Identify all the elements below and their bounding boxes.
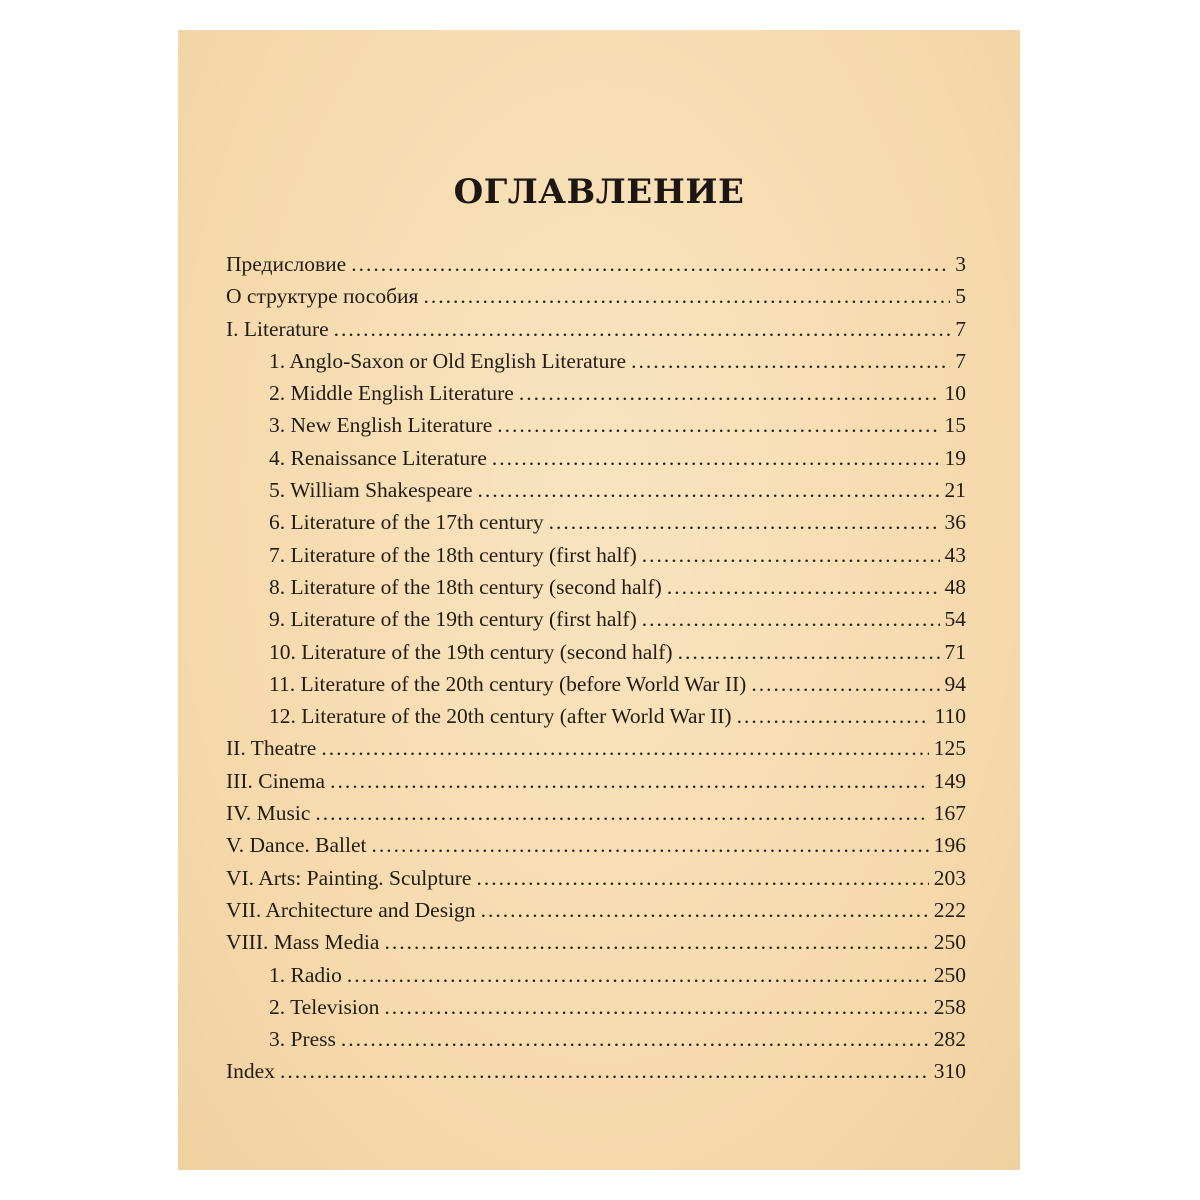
toc-entry-page-number: 10 [944, 381, 966, 406]
dot-leader [549, 510, 940, 535]
toc-entry-label: 10. Literature of the 19th century (second half) [269, 639, 673, 664]
toc-entry-page-number: 19 [944, 445, 966, 470]
dot-leader [642, 543, 940, 568]
toc-entry [226, 833, 966, 865]
toc-entry-label: II. Theatre [226, 736, 317, 761]
toc-entry-page-number: 222 [933, 897, 966, 922]
dot-leader [330, 769, 929, 794]
toc-entry [226, 575, 966, 607]
toc-entry-label: 1. Radio [269, 962, 342, 987]
toc-entry-label: 12. Literature of the 20th century (after World War II) [269, 704, 732, 729]
toc-entry-page-number: 7 [955, 316, 966, 341]
toc-entry-label: 7. Literature of the 18th century (first half) [269, 542, 637, 567]
table-of-contents [226, 252, 966, 1092]
toc-entry [226, 963, 966, 995]
dot-leader [351, 252, 950, 277]
toc-entry [226, 284, 966, 316]
toc-entry-label: Index [226, 1059, 275, 1084]
dot-leader [497, 413, 939, 438]
dot-leader [315, 801, 928, 826]
toc-entry-label: 2. Middle English Literature [269, 381, 514, 406]
toc-entry-label: Предисловие [226, 252, 347, 276]
toc-entry-label: 4. Renaissance Literature [269, 445, 487, 470]
toc-entry-label: VII. Architecture and Design [226, 897, 476, 922]
toc-entry-label: I. Literature [226, 316, 329, 341]
toc-entry-label: VIII. Mass Media [226, 930, 380, 955]
toc-entry [226, 736, 966, 768]
toc-entry [226, 543, 966, 575]
dot-leader [492, 446, 940, 471]
toc-entry-label: III. Cinema [226, 768, 326, 793]
toc-entry [226, 381, 966, 413]
toc-entry-page-number: 15 [944, 413, 966, 438]
toc-entry-label: IV. Music [226, 801, 311, 826]
toc-entry-page-number: 7 [955, 348, 966, 373]
toc-entry-page-number: 310 [933, 1059, 966, 1084]
toc-entry-page-number: 282 [933, 1027, 966, 1052]
dot-leader [384, 995, 928, 1020]
toc-entry [226, 995, 966, 1027]
page-title: ОГЛАВЛЕНИЕ [453, 172, 745, 212]
toc-entry [226, 510, 966, 542]
dot-leader [423, 284, 950, 309]
toc-entry-page-number: 250 [933, 962, 966, 987]
toc-entry-page-number: 54 [944, 607, 966, 632]
toc-entry-page-number: 110 [934, 704, 966, 729]
toc-entry-page-number: 36 [944, 510, 966, 535]
toc-entry [226, 478, 966, 510]
toc-entry-label: 2. Television [269, 994, 380, 1019]
toc-entry-page-number: 167 [933, 801, 966, 826]
toc-entry-label: 8. Literature of the 18th century (second half) [269, 574, 662, 599]
dot-leader [667, 575, 940, 600]
dot-leader [751, 672, 939, 697]
toc-entry [226, 898, 966, 930]
toc-entry-label: 6. Literature of the 17th century [269, 510, 544, 535]
toc-entry-label: 1. Anglo-Saxon or Old English Literature [269, 348, 627, 373]
dot-leader [384, 930, 928, 955]
toc-entry-page-number: 258 [933, 994, 966, 1019]
toc-entry [226, 866, 966, 898]
toc-entry-label: 9. Literature of the 19th century (first half) [269, 607, 637, 632]
toc-entry [226, 769, 966, 801]
toc-entry [226, 349, 966, 381]
dot-leader [642, 607, 940, 632]
toc-entry-page-number: 94 [944, 671, 966, 696]
toc-entry-label: 5. William Shakespeare [269, 478, 473, 503]
toc-entry [226, 607, 966, 639]
dot-leader [347, 963, 929, 988]
toc-entry-page-number: 5 [955, 284, 966, 309]
toc-entry [226, 704, 966, 736]
dot-leader [481, 898, 929, 923]
toc-entry [226, 801, 966, 833]
dot-leader [372, 833, 929, 858]
toc-entry-page-number: 149 [933, 768, 966, 793]
toc-entry [226, 252, 966, 284]
dot-leader [476, 866, 928, 891]
toc-entry [226, 317, 966, 349]
toc-entry [226, 930, 966, 962]
toc-entry-label: 3. New English Literature [269, 413, 493, 438]
book-page [178, 30, 1020, 1170]
toc-entry-label: 3. Press [269, 1027, 336, 1052]
toc-entry-page-number: 250 [933, 930, 966, 955]
toc-entry [226, 413, 966, 445]
toc-entry [226, 1027, 966, 1059]
toc-entry [226, 672, 966, 704]
dot-leader [341, 1027, 929, 1052]
dot-leader [519, 381, 940, 406]
dot-leader [678, 640, 940, 665]
toc-entry-label: V. Dance. Ballet [226, 833, 367, 858]
toc-entry [226, 446, 966, 478]
dot-leader [737, 704, 930, 729]
toc-entry-page-number: 3 [955, 252, 966, 276]
toc-entry-page-number: 203 [933, 865, 966, 890]
toc-entry-label: О структуре пособия [226, 284, 419, 309]
toc-entry-page-number: 48 [944, 574, 966, 599]
dot-leader [280, 1059, 929, 1084]
dot-leader [321, 736, 928, 761]
dot-leader [631, 349, 950, 374]
dot-leader [334, 317, 951, 342]
toc-entry-label: VI. Arts: Painting. Sculpture [226, 865, 472, 890]
toc-entry [226, 640, 966, 672]
dot-leader [478, 478, 940, 503]
toc-entry-page-number: 21 [944, 478, 966, 503]
toc-entry-page-number: 71 [944, 639, 966, 664]
toc-entry-page-number: 196 [933, 833, 966, 858]
toc-entry-label: 11. Literature of the 20th century (before World War II) [269, 671, 747, 696]
toc-entry-page-number: 125 [933, 736, 966, 761]
toc-entry-page-number: 43 [944, 542, 966, 567]
toc-entry [226, 1059, 966, 1091]
